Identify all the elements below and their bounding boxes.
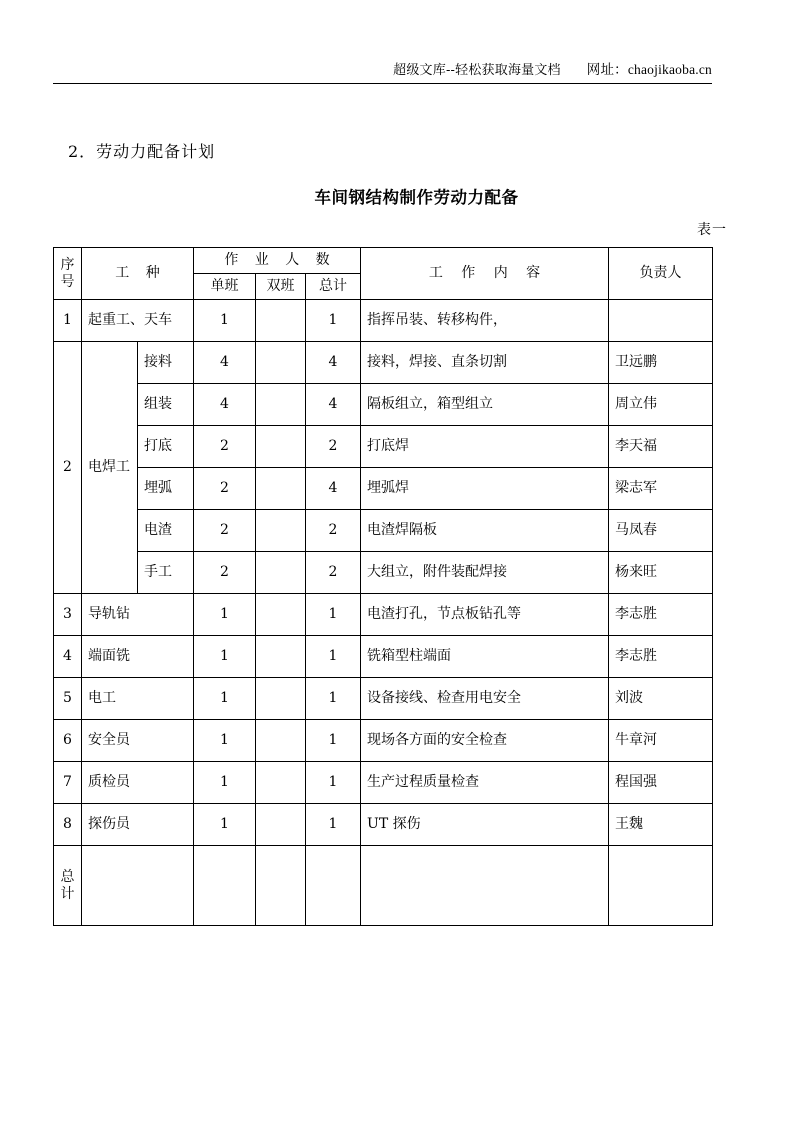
cell-person-in-charge: 王魏	[609, 804, 713, 846]
cell-double-shift	[256, 678, 306, 720]
cell-double-shift	[256, 636, 306, 678]
cell-total: 1	[306, 300, 361, 342]
cell-work-content: 电渣打孔，节点板钻孔等	[361, 594, 609, 636]
table-row	[54, 720, 713, 762]
cell-work-content: 打底焊	[361, 426, 609, 468]
cell-trade: 起重工、天车	[82, 300, 194, 342]
cell-trade: 探伤员	[82, 804, 194, 846]
cell-total: 4	[306, 468, 361, 510]
cell-single-shift: 2	[194, 510, 256, 552]
cell-trade-sub: 埋弧	[138, 468, 194, 510]
cell-single-shift: 2	[194, 426, 256, 468]
table-row	[54, 468, 713, 510]
cell-single-shift: 2	[194, 468, 256, 510]
cell-double-shift	[256, 804, 306, 846]
cell-grand-total-label	[54, 846, 82, 926]
header-headcount-group-label: 作 业 人 数	[224, 251, 336, 268]
table-row	[54, 384, 713, 426]
cell-trade-sub: 接料	[138, 342, 194, 384]
cell-trade-sub: 手工	[138, 552, 194, 594]
cell-person-in-charge	[609, 846, 713, 926]
page-header-text	[393, 58, 712, 78]
header-work-content-label: 工 作 内 容	[428, 264, 548, 281]
header-seq-line1: 序	[60, 257, 75, 274]
cell-total: 1	[306, 678, 361, 720]
cell-work-content: UT 探伤	[361, 804, 609, 846]
cell-seq: 3	[54, 594, 82, 636]
cell-work-content: 指挥吊装、转移构件，	[361, 300, 609, 342]
header-double-shift: 双班	[256, 274, 306, 300]
cell-seq: 6	[54, 720, 82, 762]
table-row	[54, 426, 713, 468]
cell-double-shift	[256, 720, 306, 762]
cell-seq: 4	[54, 636, 82, 678]
cell-total: 4	[306, 342, 361, 384]
cell-trade: 导轨钻	[82, 594, 194, 636]
cell-single-shift: 4	[194, 384, 256, 426]
cell-trade: 电焊工	[82, 342, 138, 594]
header-trade	[82, 248, 194, 300]
grand-total-line1: 总	[60, 869, 75, 886]
section-heading: 2．劳动力配备计划	[68, 142, 216, 161]
table-row	[54, 762, 713, 804]
cell-work-content: 大组立，附件装配焊接	[361, 552, 609, 594]
cell-total: 2	[306, 510, 361, 552]
cell-double-shift	[256, 426, 306, 468]
page-header	[53, 50, 712, 84]
cell-total: 1	[306, 594, 361, 636]
cell-work-content: 生产过程质量检查	[361, 762, 609, 804]
labor-allocation-table-wrapper	[53, 247, 712, 926]
cell-double-shift	[256, 468, 306, 510]
cell-single-shift: 1	[194, 720, 256, 762]
table-row	[54, 678, 713, 720]
cell-total: 4	[306, 384, 361, 426]
table-row	[54, 636, 713, 678]
header-headcount-group	[194, 248, 361, 274]
cell-total: 1	[306, 720, 361, 762]
header-seq	[54, 248, 82, 300]
cell-seq: 2	[54, 342, 82, 594]
cell-trade: 安全员	[82, 720, 194, 762]
cell-total	[306, 846, 361, 926]
cell-person-in-charge: 程国强	[609, 762, 713, 804]
cell-work-content: 接料，焊接、直条切割	[361, 342, 609, 384]
cell-trade: 电工	[82, 678, 194, 720]
cell-work-content: 铣箱型柱端面	[361, 636, 609, 678]
table-header-row-1	[54, 248, 713, 274]
cell-total: 1	[306, 636, 361, 678]
cell-single-shift: 1	[194, 594, 256, 636]
cell-total: 1	[306, 762, 361, 804]
cell-single-shift: 1	[194, 636, 256, 678]
cell-trade-sub: 电渣	[138, 510, 194, 552]
cell-total: 2	[306, 552, 361, 594]
cell-person-in-charge: 杨来旺	[609, 552, 713, 594]
cell-double-shift	[256, 384, 306, 426]
table-row	[54, 510, 713, 552]
cell-person-in-charge: 卫远鹏	[609, 342, 713, 384]
labor-allocation-table	[53, 247, 713, 926]
cell-person-in-charge: 李志胜	[609, 636, 713, 678]
header-single-shift: 单班	[194, 274, 256, 300]
cell-work-content: 电渣焊隔板	[361, 510, 609, 552]
cell-single-shift: 1	[194, 678, 256, 720]
table-row	[54, 594, 713, 636]
cell-seq: 8	[54, 804, 82, 846]
cell-single-shift: 1	[194, 762, 256, 804]
table-footer-row	[54, 846, 713, 926]
cell-person-in-charge: 李志胜	[609, 594, 713, 636]
cell-seq: 5	[54, 678, 82, 720]
cell-person-in-charge: 周立伟	[609, 384, 713, 426]
cell-single-shift: 1	[194, 300, 256, 342]
cell-trade: 质检员	[82, 762, 194, 804]
cell-seq: 1	[54, 300, 82, 342]
cell-trade	[82, 846, 194, 926]
table-row	[54, 804, 713, 846]
cell-work-content: 隔板组立，箱型组立	[361, 384, 609, 426]
cell-trade-sub: 组装	[138, 384, 194, 426]
cell-single-shift: 1	[194, 804, 256, 846]
cell-seq: 7	[54, 762, 82, 804]
table-label: 表一	[697, 222, 727, 238]
cell-work-content: 埋弧焊	[361, 468, 609, 510]
header-work-content	[361, 248, 609, 300]
cell-work-content: 现场各方面的安全检查	[361, 720, 609, 762]
cell-double-shift	[256, 594, 306, 636]
header-person-in-charge-label: 负责人	[639, 264, 682, 281]
cell-double-shift	[256, 510, 306, 552]
cell-person-in-charge: 李天福	[609, 426, 713, 468]
cell-total: 2	[306, 426, 361, 468]
cell-double-shift	[256, 342, 306, 384]
table-row	[54, 300, 713, 342]
cell-double-shift	[256, 846, 306, 926]
cell-person-in-charge: 梁志军	[609, 468, 713, 510]
header-person-in-charge	[609, 248, 713, 300]
cell-trade-sub: 打底	[138, 426, 194, 468]
cell-person-in-charge: 马凤春	[609, 510, 713, 552]
cell-double-shift	[256, 762, 306, 804]
header-url: 网址：chaojikaoba.cn	[586, 62, 712, 77]
header-site-name: 超级文库--轻松获取海量文档	[393, 63, 561, 78]
header-trade-label: 工 种	[115, 264, 166, 281]
table-row	[54, 552, 713, 594]
cell-person-in-charge: 牛章河	[609, 720, 713, 762]
table-row	[54, 342, 713, 384]
cell-work-content: 设备接线、检查用电安全	[361, 678, 609, 720]
grand-total-line2: 计	[60, 885, 75, 902]
cell-single-shift: 2	[194, 552, 256, 594]
cell-person-in-charge: 刘波	[609, 678, 713, 720]
header-total: 总计	[306, 274, 361, 300]
cell-single-shift	[194, 846, 256, 926]
cell-trade: 端面铣	[82, 636, 194, 678]
cell-work-content	[361, 846, 609, 926]
page-title: 车间钢结构制作劳动力配备	[314, 188, 519, 207]
cell-double-shift	[256, 552, 306, 594]
cell-person-in-charge	[609, 300, 713, 342]
cell-total: 1	[306, 804, 361, 846]
cell-single-shift: 4	[194, 342, 256, 384]
cell-double-shift	[256, 300, 306, 342]
header-seq-line2: 号	[60, 273, 75, 290]
